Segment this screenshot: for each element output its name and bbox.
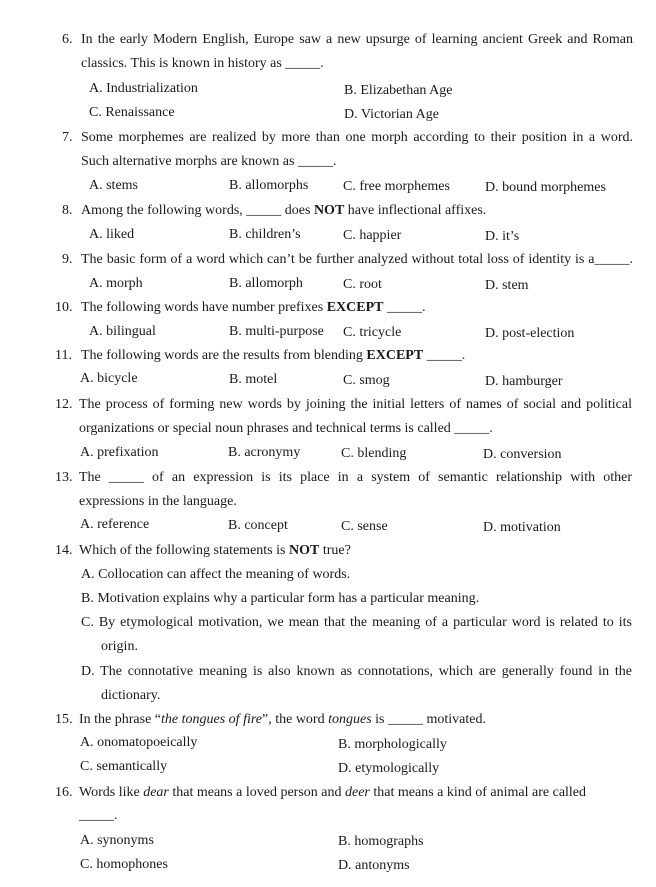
question-number: 13. (55, 470, 73, 485)
question-number: 16. (55, 785, 73, 800)
option-c: C. Renaissance (89, 105, 175, 120)
statement-b: B. Motivation explains why a particular form has a particular meaning. (81, 591, 480, 606)
option-c: C. happier (343, 228, 402, 243)
question-number: 10. (55, 300, 73, 315)
option-c: C. tricycle (343, 325, 402, 340)
option-a: A. stems (89, 178, 138, 193)
option-a: A. onomatopoeically (80, 735, 198, 750)
question-text-line: _____. (79, 808, 118, 823)
option-d: D. it’s (485, 229, 520, 244)
option-a: A. liked (89, 227, 135, 242)
option-c: C. sense (341, 519, 388, 534)
option-d: D. stem (485, 278, 529, 293)
option-b: B. children’s (229, 227, 301, 242)
option-c: C. semantically (80, 759, 168, 774)
question-text-line: expressions in the language. (79, 494, 237, 509)
option-a: A. morph (89, 276, 143, 291)
option-a: A. Industrialization (89, 81, 198, 96)
option-c: C. blending (341, 446, 407, 461)
question-text-line: Some morphemes are realized by more than one morph according to their position in a word. (81, 130, 633, 145)
option-d: D. motivation (483, 520, 561, 535)
option-d: D. bound morphemes (485, 180, 606, 195)
option-d: D. post-election (485, 326, 575, 341)
option-d: D. conversion (483, 447, 562, 462)
statement-d-continued: dictionary. (101, 688, 161, 703)
question-text-line: The _____ of an expression is its place in a system of semantic relationship with other (79, 470, 632, 485)
option-a: A. prefixation (80, 445, 159, 460)
option-c: C. homophones (80, 857, 168, 872)
option-b: B. concept (228, 518, 288, 533)
statement-c-continued: origin. (101, 639, 138, 654)
question-number: 14. (55, 543, 73, 558)
option-d: D. Victorian Age (344, 107, 439, 122)
question-text-line: The following words are the results from blending EXCEPT _____. (81, 348, 466, 363)
option-c: C. free morphemes (343, 179, 450, 194)
question-number: 8. (62, 203, 73, 218)
question-text-line: The basic form of a word which can’t be further analyzed without total loss of identity is a_____. (81, 252, 633, 267)
option-a: A. synonyms (80, 833, 154, 848)
question-text-line: organizations or special noun phrases and technical terms is called _____. (79, 421, 493, 436)
question-number: 15. (55, 712, 73, 727)
option-b: B. multi-purpose (229, 324, 324, 339)
question-text-line: The process of forming new words by joining the initial letters of names of social and political (79, 397, 632, 412)
option-b: B. morphologically (338, 737, 447, 752)
option-b: B. motel (229, 372, 278, 387)
question-text-line: Such alternative morphs are known as _____. (81, 154, 337, 169)
question-number: 7. (62, 130, 73, 145)
option-d: D. etymologically (338, 761, 440, 776)
option-c: C. root (343, 277, 382, 292)
question-text-line: In the phrase “the tongues of fire”, the word tongues is _____ motivated. (79, 712, 486, 727)
option-c: C. smog (343, 373, 390, 388)
option-b: B. Elizabethan Age (344, 83, 453, 98)
option-a: A. bicycle (80, 371, 138, 386)
option-b: B. allomorph (229, 276, 303, 291)
option-a: A. bilingual (89, 324, 156, 339)
option-b: B. homographs (338, 834, 424, 849)
option-b: B. acronymy (228, 445, 301, 460)
statement-c: C. By etymological motivation, we mean that the meaning of a particular word is related to its (81, 615, 632, 630)
question-number: 11. (55, 348, 72, 363)
question-text-line: Among the following words, _____ does NOT have inflectional affixes. (81, 203, 487, 218)
question-text-line: classics. This is known in history as _____. (81, 56, 324, 71)
option-d: D. hamburger (485, 374, 563, 389)
statement-d: D. The connotative meaning is also known as connotations, which are generally found in the (81, 664, 632, 679)
question-text-line: The following words have number prefixes EXCEPT _____. (81, 300, 426, 315)
question-number: 9. (62, 252, 73, 267)
statement-a: A. Collocation can affect the meaning of words. (81, 567, 351, 582)
question-text-line: Words like dear that means a loved person and deer that means a kind of animal are called (79, 785, 587, 800)
question-number: 6. (62, 32, 73, 47)
question-text-line: In the early Modern English, Europe saw a new upsurge of learning ancient Greek and Roman (81, 32, 633, 47)
question-number: 12. (55, 397, 73, 412)
option-a: A. reference (80, 517, 150, 532)
question-text-line: Which of the following statements is NOT true? (79, 543, 351, 558)
option-d: D. antonyms (338, 858, 410, 873)
option-b: B. allomorphs (229, 178, 309, 193)
